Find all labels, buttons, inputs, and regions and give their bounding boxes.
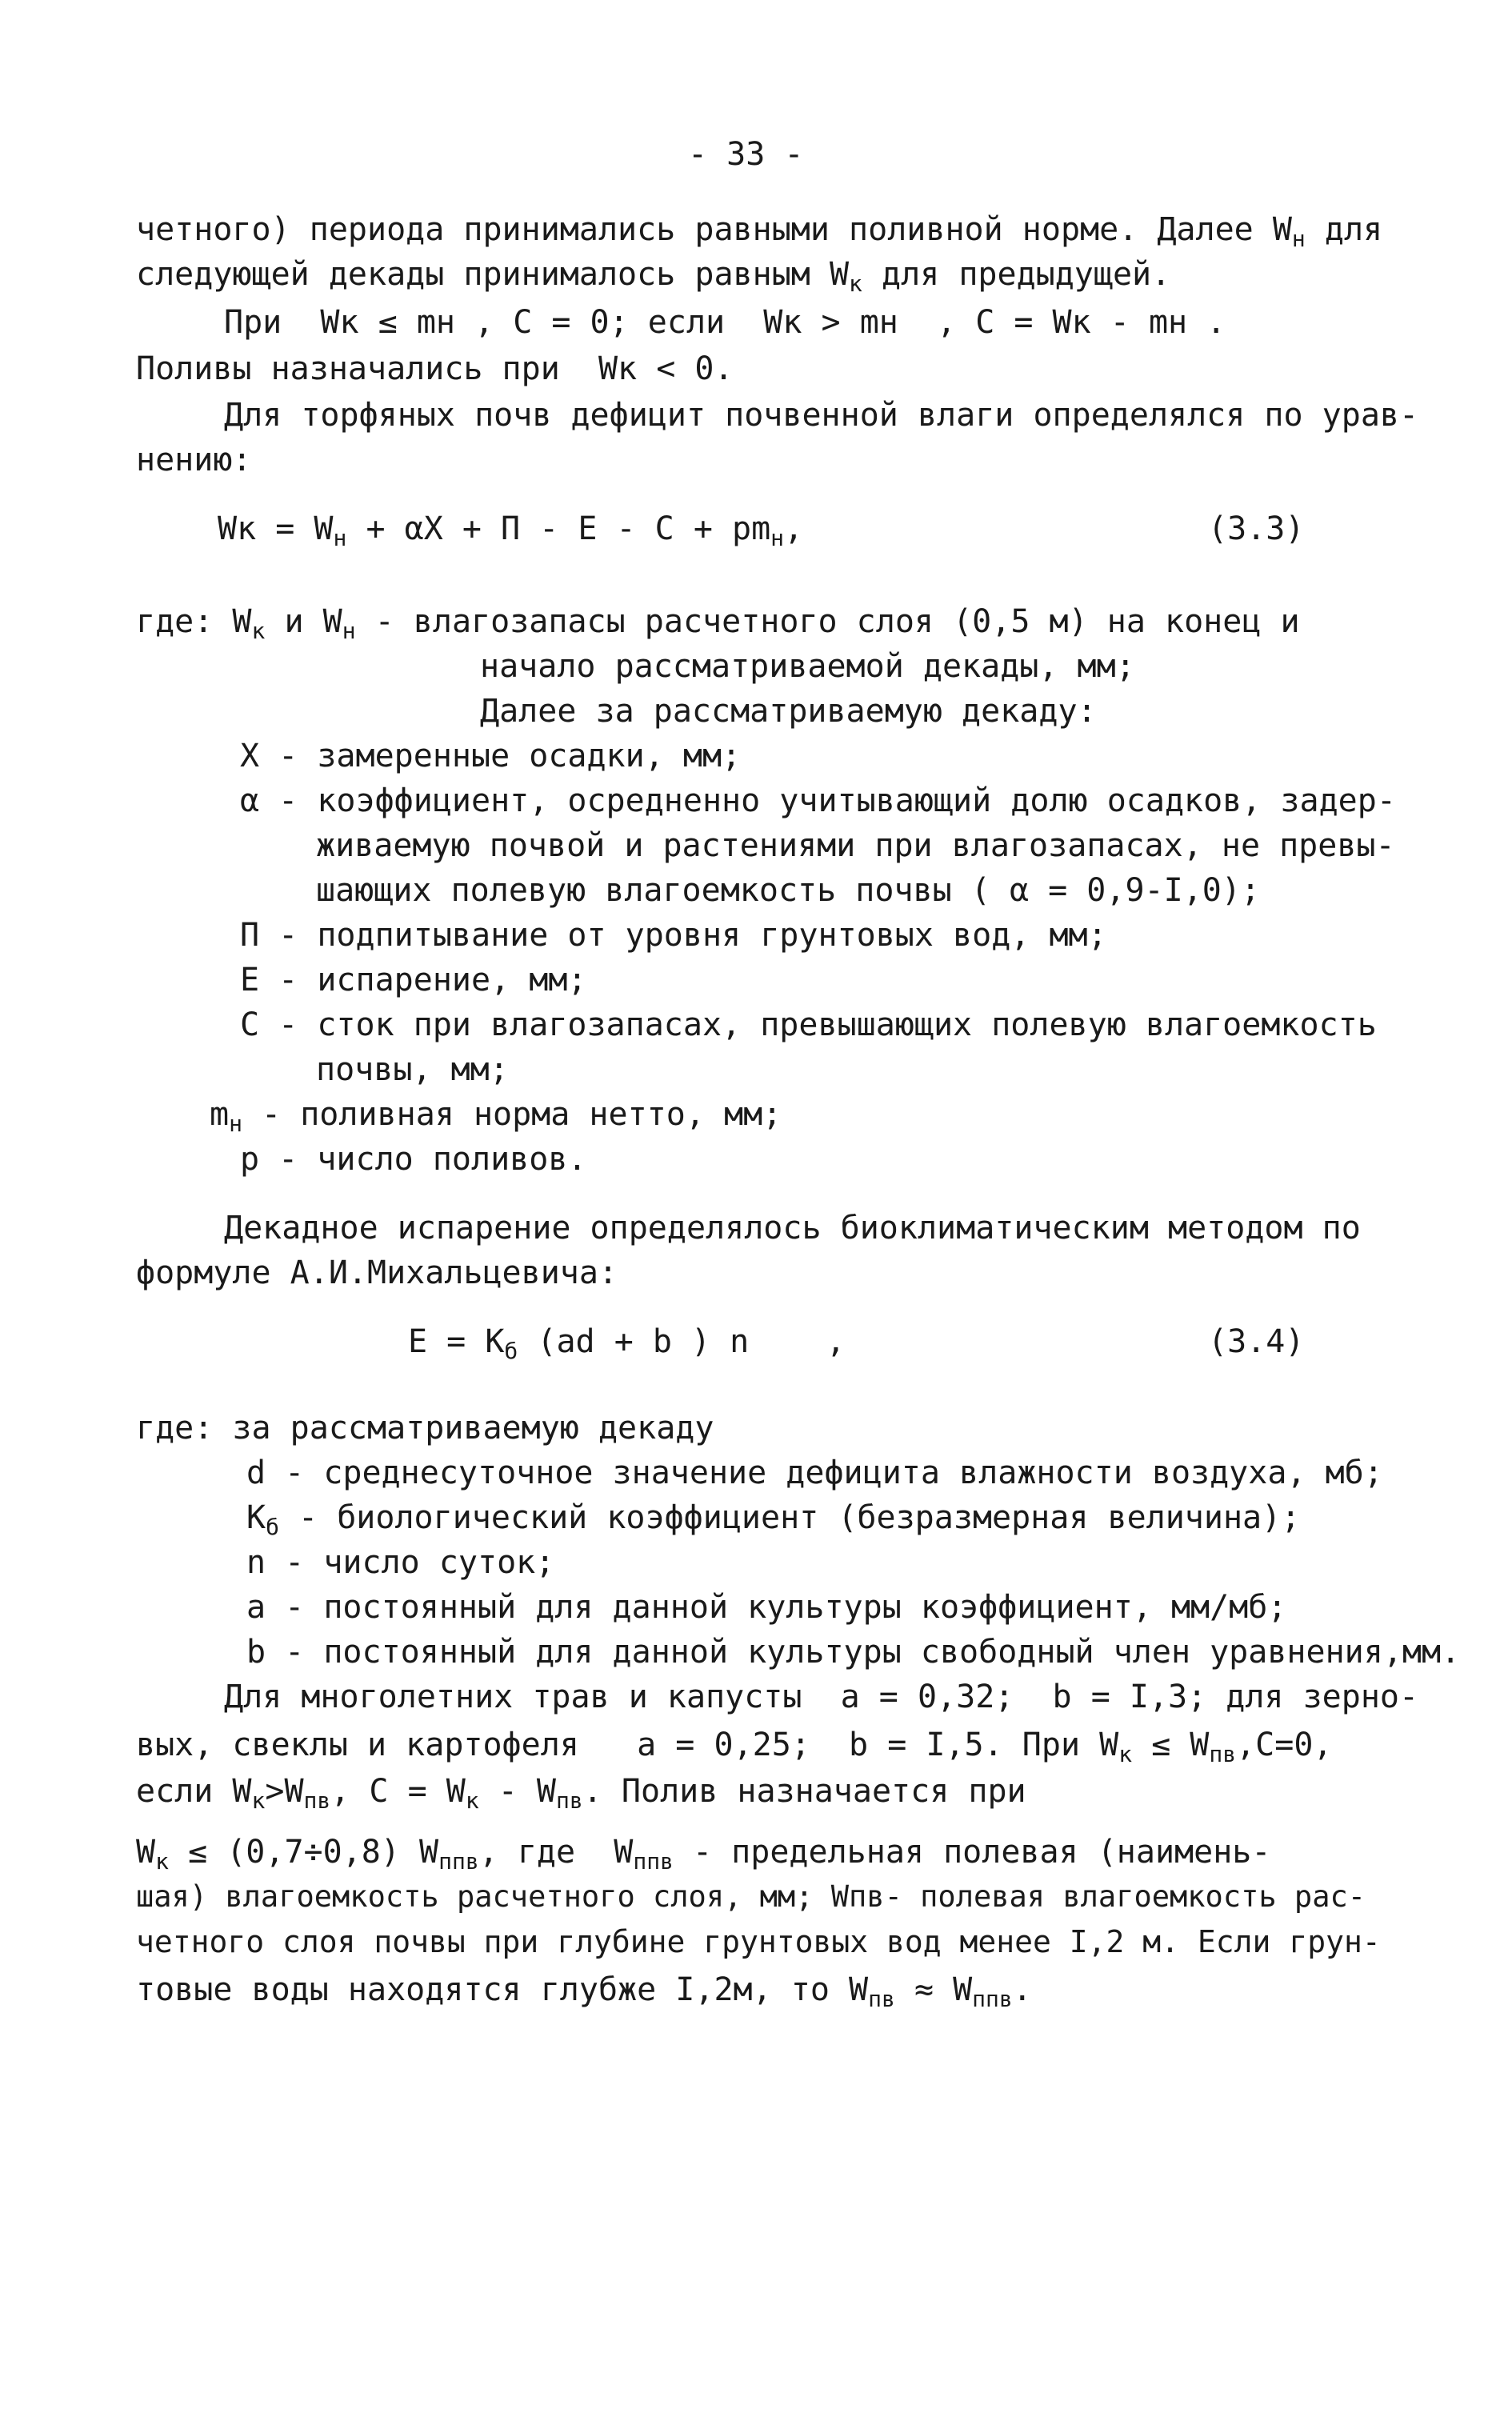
definition-mn: $m_н$ - поливная норма нетто, мм; bbox=[210, 1096, 782, 1137]
paragraph-evaporation-1: Декадное испарение определялось биоклиматическим методом по bbox=[224, 1210, 1361, 1247]
paragraph-line-2: следующей декады принималось равным $W_к$ для предыдущей. bbox=[136, 256, 1171, 297]
definition-alpha-1: α - коэффициент, осредненно учитывающий долю осадков, задер- bbox=[240, 782, 1396, 819]
definition-kb: $K_б$ - биологический коэффициент (безразмерная величина); bbox=[246, 1499, 1301, 1540]
paragraph-line-1: четного) периода принимались равными поливной норме. Далее $W_н$ для bbox=[136, 211, 1383, 252]
definition-x: X - замеренные осадки, мм; bbox=[240, 738, 742, 774]
definition-alpha-2: живаемую почвой и растениями при влагозапасах, не превы- bbox=[316, 827, 1395, 864]
definition-alpha-3: шающих полевую влагоемкость почвы ( α = 0,9-I,0); bbox=[316, 872, 1261, 909]
definition-p-count: p - число поливов. bbox=[240, 1141, 587, 1178]
paragraph-peat-line-2: нению: bbox=[136, 442, 252, 478]
paragraph-crops-3: если $W_к>W_{пв}$, $C = W_к - W_{пв}$. Полив назначается при bbox=[136, 1773, 1026, 1814]
condition-line: При Wк ≤ mн , C = 0; если Wк > mн , C = Wк - mн . bbox=[224, 304, 1226, 341]
where-line-eq34: где: за рассматриваемую декаду bbox=[136, 1410, 714, 1447]
where-line-3: Далее за рассматриваемую декаду: bbox=[480, 693, 1097, 730]
equation-number-3-4: (3.4) bbox=[1208, 1323, 1305, 1360]
paragraph-crops-7: товые воды находятся глубже I,2м, то $W_{пв} \approx W_{ппв}$. bbox=[136, 1971, 1032, 2012]
paragraph-crops-2: вых, свеклы и картофеля a = 0,25; b = I,5. При $W_к \le W_{пв},C=0$, bbox=[136, 1727, 1333, 1767]
definition-b: b - постоянный для данной культуры свободный член уравнения,мм. bbox=[246, 1634, 1461, 1671]
definition-d: d - среднесуточное значение дефицита влажности воздуха, мб; bbox=[246, 1455, 1383, 1491]
definition-c-1: С - сток при влагозапасах, превышающих полевую влагоемкость bbox=[240, 1006, 1377, 1043]
equation-3-3: Wк = $W_н + \alpha X + П - Е - С + pm_н$, bbox=[218, 510, 804, 551]
definition-n: n - число суток; bbox=[246, 1544, 555, 1581]
irrigation-condition-line: Поливы назначались при Wк < 0. bbox=[136, 350, 734, 387]
definition-a: a - постоянный для данной культуры коэффициент, мм/мб; bbox=[246, 1589, 1287, 1626]
paragraph-crops-5: шая) влагоемкость расчетного слоя, мм; Wпв- полевая влагоемкость рас- bbox=[136, 1879, 1366, 1914]
paragraph-crops-1: Для многолетних трав и капусты a = 0,32; b = I,3; для зерно- bbox=[224, 1679, 1419, 1715]
definition-p: П - подпитывание от уровня грунтовых вод, мм; bbox=[240, 917, 1107, 954]
paragraph-evaporation-2: формуле А.И.Михальцевича: bbox=[136, 1255, 618, 1291]
paragraph-peat-line-1: Для торфяных почв дефицит почвенной влаги определялся по урав- bbox=[224, 397, 1419, 434]
where-line-2: начало рассматриваемой декады, мм; bbox=[480, 648, 1135, 685]
equation-3-4: $E = K_б$ (ad + b ) n , bbox=[408, 1323, 846, 1364]
page-number: - 33 - bbox=[688, 136, 804, 173]
definition-e: Е - испарение, мм; bbox=[240, 962, 587, 998]
paragraph-crops-4: $W_к \le (0,7\div 0,8)$ $W_{ппв}$, где $W_{ппв}$ - предельная полевая (наимень- bbox=[136, 1834, 1271, 1875]
paragraph-crops-6: четного слоя почвы при глубине грунтовых вод менее I,2 м. Если грун- bbox=[136, 1924, 1381, 1959]
definition-c-2: почвы, мм; bbox=[316, 1051, 509, 1088]
equation-number-3-3: (3.3) bbox=[1208, 510, 1305, 547]
where-line-1: где: $W_к$ и $W_н$ - влагозапасы расчетного слоя (0,5 м) на конец и bbox=[136, 603, 1300, 644]
